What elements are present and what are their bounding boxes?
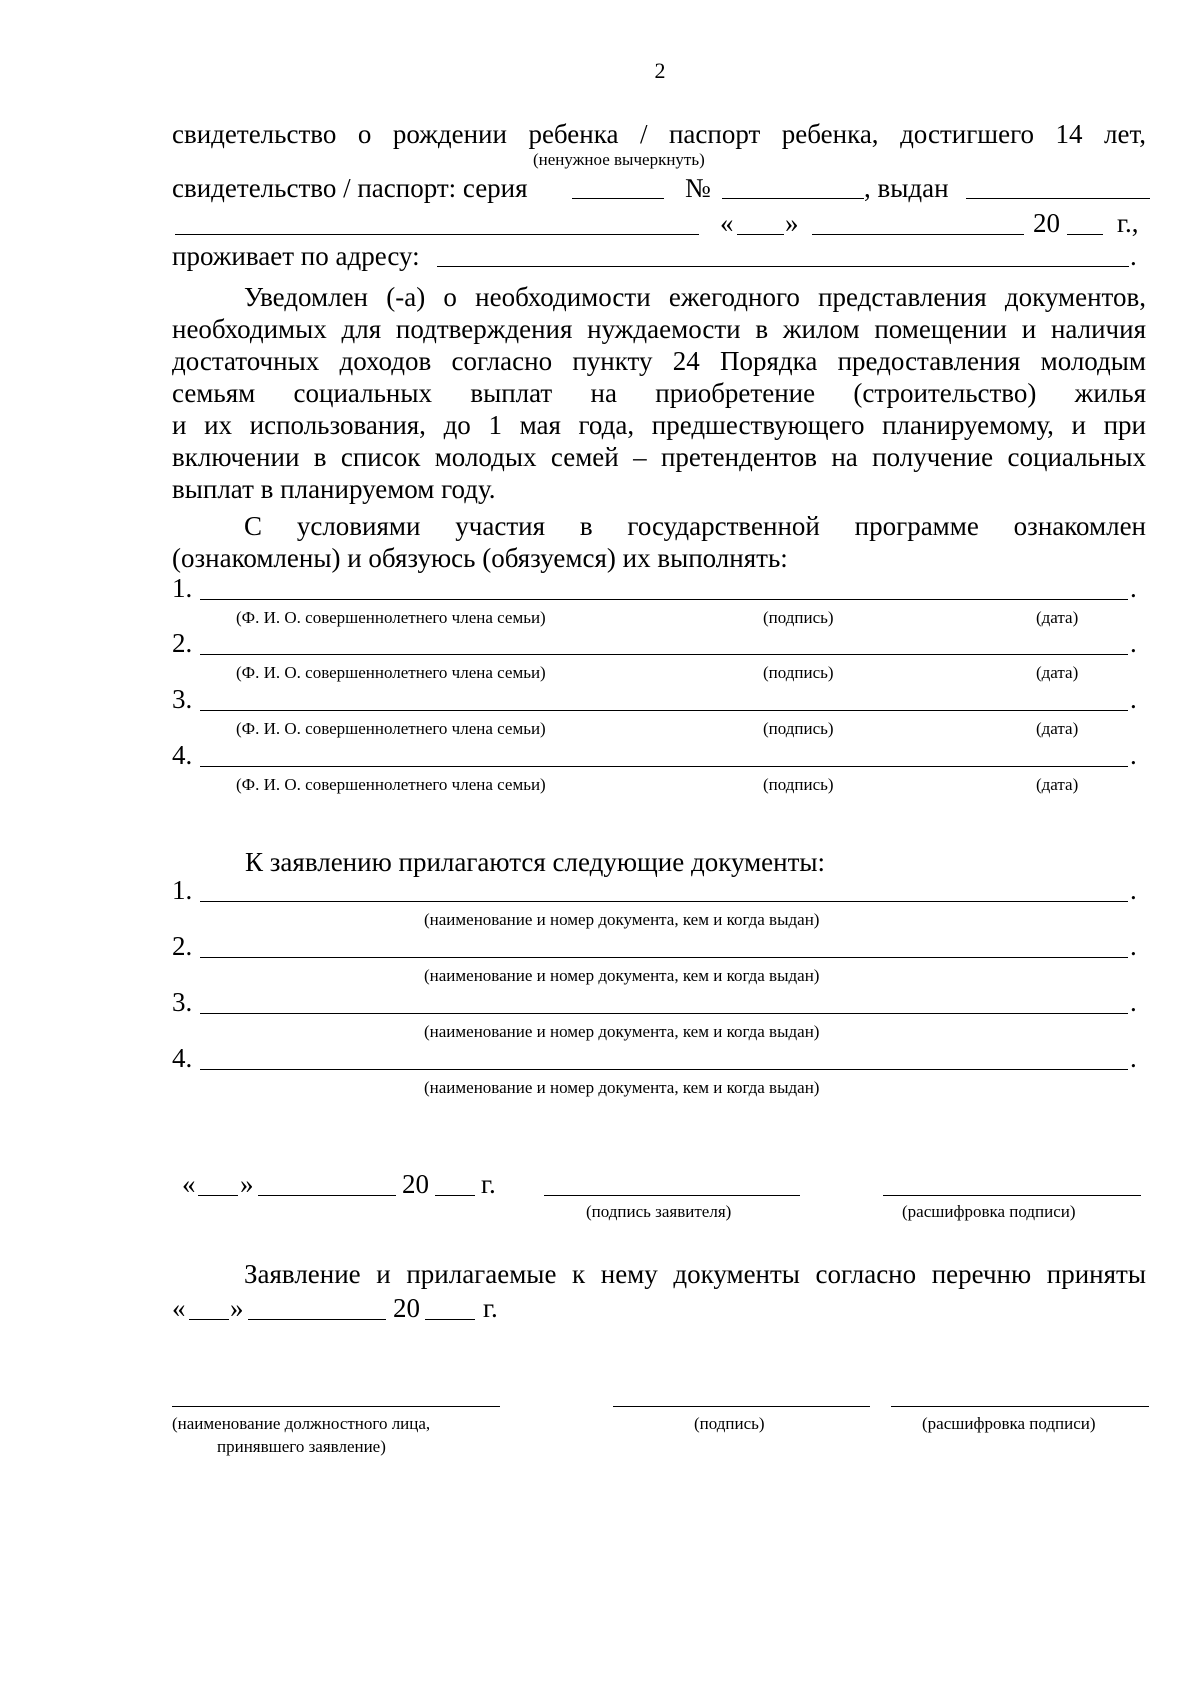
applicant-quote-open: « <box>182 1169 196 1199</box>
sign-caption: (подпись) <box>763 608 834 627</box>
row-number: 4. <box>172 1043 193 1073</box>
year-prefix: 20 <box>1033 208 1060 238</box>
row-number: 1. <box>172 573 193 603</box>
date-caption: (дата) <box>1036 608 1079 627</box>
applicant-quote-close: » <box>240 1169 254 1199</box>
issued-by-field[interactable] <box>966 198 1150 199</box>
notice-line: необходимых для подтверждения нуждаемости в жилом помещении и наличия <box>172 314 1146 344</box>
official-sign-caption: (подпись) <box>694 1414 765 1433</box>
name-caption: (Ф. И. О. совершеннолетнего члена семьи) <box>236 663 546 682</box>
attachment-field[interactable] <box>200 957 1128 958</box>
number-sign: № <box>685 173 711 203</box>
acceptance-year-prefix: 20 <box>393 1293 420 1323</box>
conditions-line-1: С условиями участия в государственной программе ознакомлен <box>244 511 1146 541</box>
quote-close: » <box>785 208 799 238</box>
series-field[interactable] <box>572 198 664 199</box>
name-caption: (Ф. И. О. совершеннолетнего члена семьи) <box>236 775 546 794</box>
notice-line: включении в список молодых семей – претендентов на получение социальных <box>172 442 1146 472</box>
official-decode-field[interactable] <box>891 1406 1149 1407</box>
name-caption: (Ф. И. О. совершеннолетнего члена семьи) <box>236 608 546 627</box>
conditions-paragraph <box>172 510 1146 574</box>
attachment-field[interactable] <box>200 1069 1128 1070</box>
address-label: проживает по адресу: <box>172 241 420 271</box>
acceptance-year-suffix: г. <box>483 1293 498 1323</box>
sign-caption: (подпись) <box>763 719 834 738</box>
row-number: 3. <box>172 987 193 1017</box>
conditions-line-2: (ознакомлены) и обязуюсь (обязуемся) их выполнять: <box>172 543 788 573</box>
header-line-1: свидетельство о рождении ребенка / паспорт ребенка, достигшего 14 лет, <box>172 119 1146 149</box>
row-number: 4. <box>172 740 193 770</box>
official-name-field[interactable] <box>172 1406 500 1407</box>
applicant-month-field[interactable] <box>258 1195 396 1196</box>
attachment-caption: (наименование и номер документа, кем и когда выдан) <box>424 966 820 985</box>
sign-caption: (подпись) <box>763 663 834 682</box>
issued-label: , выдан <box>864 173 949 203</box>
sign-caption: (подпись) <box>763 775 834 794</box>
family-member-field[interactable] <box>200 654 1128 655</box>
row-number: 2. <box>172 931 193 961</box>
issue-year-field[interactable] <box>1067 234 1103 235</box>
row-number: 2. <box>172 628 193 658</box>
date-caption: (дата) <box>1036 719 1079 738</box>
acceptance-quote-close: » <box>230 1293 244 1323</box>
family-member-field[interactable] <box>200 710 1128 711</box>
issued-by-field-cont[interactable] <box>175 234 699 235</box>
official-signature-field[interactable] <box>613 1406 870 1407</box>
issue-day-field[interactable] <box>737 234 784 235</box>
notice-paragraph <box>172 281 1146 505</box>
applicant-year-field[interactable] <box>435 1195 475 1196</box>
row-number: 1. <box>172 875 193 905</box>
date-caption: (дата) <box>1036 775 1079 794</box>
quote-open: « <box>720 208 734 238</box>
row-number: 3. <box>172 684 193 714</box>
acceptance-year-field[interactable] <box>425 1319 475 1320</box>
acceptance-quote-open: « <box>172 1293 186 1323</box>
passport-series-label: свидетельство / паспорт: серия <box>172 173 528 203</box>
page-number: 2 <box>654 58 666 83</box>
applicant-decode-caption: (расшифровка подписи) <box>902 1202 1076 1221</box>
applicant-year-prefix: 20 <box>402 1169 429 1199</box>
attachment-caption: (наименование и номер документа, кем и когда выдан) <box>424 1022 820 1041</box>
number-field[interactable] <box>722 198 864 199</box>
notice-line: достаточных доходов согласно пункту 24 Порядка предоставления молодым <box>172 346 1146 376</box>
address-period: . <box>1130 241 1137 271</box>
notice-line: семьям социальных выплат на приобретение (строительство) жилья <box>172 378 1146 408</box>
official-caption-line-2: принявшего заявление) <box>217 1437 386 1456</box>
attachment-caption: (наименование и номер документа, кем и когда выдан) <box>424 910 820 929</box>
acceptance-day-field[interactable] <box>189 1319 229 1320</box>
attachment-caption: (наименование и номер документа, кем и когда выдан) <box>424 1078 820 1097</box>
date-caption: (дата) <box>1036 663 1079 682</box>
official-decode-caption: (расшифровка подписи) <box>922 1414 1096 1433</box>
applicant-decode-field[interactable] <box>883 1195 1141 1196</box>
acceptance-month-field[interactable] <box>248 1319 386 1320</box>
name-caption: (Ф. И. О. совершеннолетнего члена семьи) <box>236 719 546 738</box>
notice-line: Уведомлен (-а) о необходимости ежегодного представления документов, <box>244 282 1146 312</box>
attachments-title: К заявлению прилагаются следующие документы: <box>245 847 826 877</box>
applicant-day-field[interactable] <box>198 1195 238 1196</box>
family-member-field[interactable] <box>200 766 1128 767</box>
address-field[interactable] <box>437 266 1129 267</box>
year-suffix: г., <box>1117 208 1139 238</box>
strike-note: (ненужное вычеркнуть) <box>533 150 705 169</box>
applicant-sign-caption: (подпись заявителя) <box>586 1202 732 1221</box>
issue-month-field[interactable] <box>812 234 1024 235</box>
official-caption-line-1: (наименование должностного лица, <box>172 1414 431 1433</box>
family-member-field[interactable] <box>200 599 1128 600</box>
acceptance-line: Заявление и прилагаемые к нему документы согласно перечню приняты <box>244 1259 1146 1289</box>
attachment-field[interactable] <box>200 901 1128 902</box>
applicant-year-suffix: г. <box>481 1169 496 1199</box>
attachment-field[interactable] <box>200 1013 1128 1014</box>
applicant-signature-field[interactable] <box>544 1195 800 1196</box>
notice-line: и их использования, до 1 мая года, предшествующего планируемому, и при <box>172 410 1146 440</box>
notice-line: выплат в планируемом году. <box>172 474 496 504</box>
